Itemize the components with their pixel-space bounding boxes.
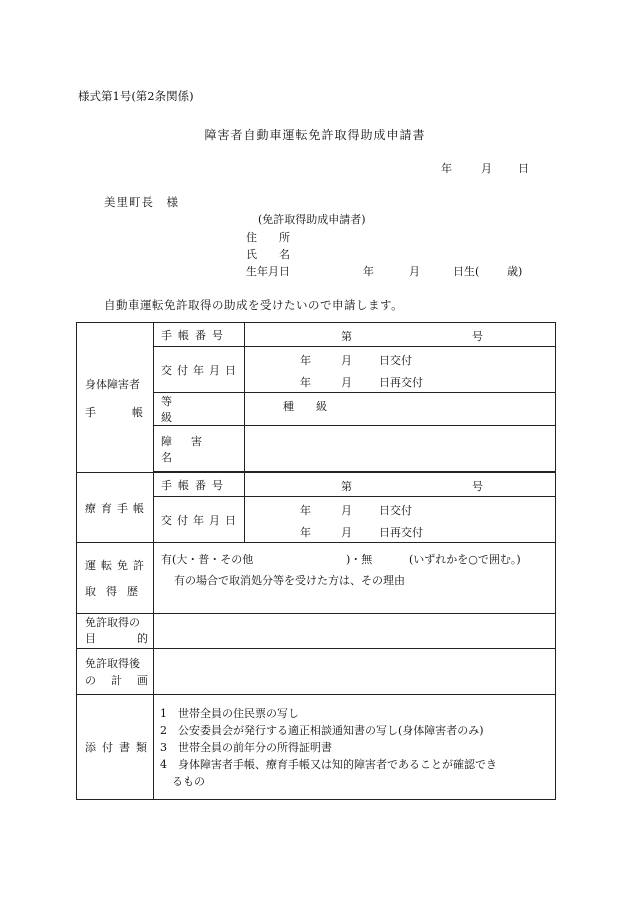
age-label: 歳)	[507, 265, 523, 278]
rehab-issue2-suffix: 日再交付	[379, 526, 423, 539]
history-reason-note: 有の場合で取消処分等を受けた方は、その理由	[174, 574, 405, 587]
addressee: 美里町長 様	[104, 195, 179, 209]
physical-issue-date-field[interactable]	[245, 347, 556, 393]
purpose-char1: 目	[85, 632, 96, 645]
rehab-issue-date-text: 交付年月日	[161, 513, 241, 527]
license-history-field[interactable]	[154, 543, 556, 614]
purpose-char2: 的	[137, 632, 148, 645]
rehab-notebook-no-text: 手帳番号	[161, 478, 229, 492]
physical-issue-date-text: 交付年月日	[161, 363, 241, 377]
birth-day-label: 日生(	[453, 265, 480, 278]
rehab-go: 号	[472, 480, 483, 493]
rehab-issue1-suffix: 日交付	[379, 504, 412, 517]
applicant-heading: (免許取得助成申請者)	[258, 213, 366, 226]
physical-issue2-suffix: 日再交付	[379, 376, 423, 389]
address-label: 住 所	[246, 231, 290, 244]
intro-text: 自動車運転免許取得の助成を受けたいので申請します。	[104, 298, 404, 312]
form-number: 様式第1号(第2条関係)	[78, 89, 194, 103]
date-day-label: 日	[518, 162, 529, 175]
plan-field[interactable]	[154, 649, 556, 695]
physical-issue2-month: 月	[341, 376, 352, 389]
rehab-issue-date-field[interactable]	[245, 497, 556, 543]
physical-issue1-suffix: 日交付	[379, 354, 412, 367]
attachment-item-4-cont: るもの	[172, 774, 205, 788]
physical-dai: 第	[341, 330, 352, 343]
rehab-issue-date-label	[154, 497, 245, 543]
attachments-list	[154, 695, 556, 800]
physical-section-line2	[85, 404, 153, 420]
rehab-dai: 第	[341, 480, 352, 493]
purpose-line1: 免許取得の	[85, 616, 140, 629]
rehab-notebook-no-label	[154, 473, 245, 497]
physical-notebook-no-field[interactable]	[245, 323, 556, 347]
attachments-section	[77, 695, 154, 800]
plan-char1: の	[85, 673, 96, 687]
plan-line1: 免許取得後	[85, 656, 140, 670]
rehab-issue2-year: 年	[300, 526, 311, 539]
birth-month-label: 月	[409, 265, 420, 278]
physical-notebook-no-text: 手帳番号	[161, 328, 229, 342]
physical-notebook-section	[77, 323, 154, 473]
physical-issue2-year: 年	[300, 376, 311, 389]
license-history-line1: 運転免許	[85, 559, 149, 572]
grade-field[interactable]	[245, 393, 556, 426]
physical-issue1-year: 年	[300, 354, 311, 367]
disability-name-label	[154, 426, 245, 472]
date-year-label: 年	[441, 162, 452, 175]
license-history-section	[77, 543, 154, 614]
physical-notebook-no-label	[154, 323, 245, 347]
birthdate-label: 生年月日	[246, 265, 290, 278]
attachments-section-text: 添付書類	[85, 741, 153, 754]
history-option-yes: 有(大・普・その他	[161, 553, 254, 566]
purpose-field[interactable]	[154, 614, 556, 649]
rehab-issue1-month: 月	[341, 504, 352, 517]
purpose-section	[77, 614, 154, 649]
rehab-issue2-month: 月	[341, 526, 352, 539]
attachment-item-3: 3 世帯全員の前年分の所得証明書	[160, 740, 332, 754]
rehab-notebook-section	[77, 473, 154, 543]
plan-section	[77, 649, 154, 695]
physical-issue-date-label	[154, 347, 245, 393]
document-title: 障害者自動車運転免許取得助成申請書	[204, 128, 426, 142]
physical-go: 号	[472, 330, 483, 343]
history-option-no: )・無	[346, 553, 373, 566]
name-label: 氏 名	[246, 248, 290, 261]
type-label: 種級	[283, 400, 349, 413]
plan-char2: 計	[111, 673, 122, 687]
physical-section-line1: 身体障害者	[85, 377, 140, 391]
birth-year-label: 年	[363, 265, 374, 278]
history-instruction: (いずれかを○で囲む。)	[409, 553, 521, 566]
grade-text: 等級	[161, 395, 210, 424]
plan-char3: 画	[137, 673, 148, 687]
rehab-section-text: 療育手帳	[85, 501, 149, 515]
physical-section-char2: 帳	[132, 405, 143, 419]
rehab-issue1-year: 年	[300, 504, 311, 517]
date-month-label: 月	[481, 162, 492, 175]
license-history-line2: 取得歴	[85, 585, 148, 598]
disability-name-field[interactable]	[245, 426, 556, 472]
physical-issue1-month: 月	[341, 354, 352, 367]
attachment-item-4: 4 身体障害者手帳、療育手帳又は知的障害者であることが確認でき	[160, 757, 497, 771]
attachment-item-1: 1 世帯全員の住民票の写し	[160, 706, 299, 720]
grade-label	[154, 393, 245, 426]
disability-name-text: 障害名	[161, 434, 221, 464]
physical-section-char1: 手	[85, 405, 96, 419]
application-table	[76, 322, 556, 800]
rehab-notebook-no-field[interactable]	[245, 473, 556, 497]
attachment-item-2: 2 公安委員会が発行する適正相談通知書の写し(身体障害者のみ)	[160, 723, 484, 737]
